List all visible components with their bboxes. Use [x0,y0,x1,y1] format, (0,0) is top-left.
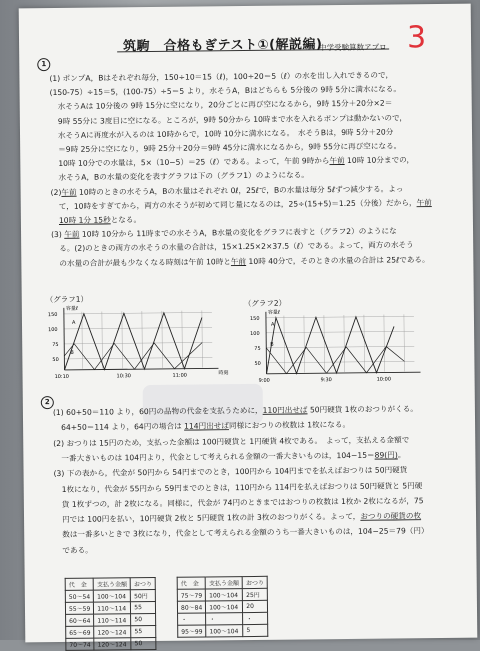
underlined-answer: 114円出せば [184,421,230,431]
table-header-row [65,577,155,590]
table-cell: 70〜74 [66,638,94,650]
table-cell: 55〜59 [65,602,93,614]
underlined-answer: 午前 [416,197,432,208]
text-line: 9時 55分に 3度目に空になる。ところが，9時 50分から 10時まで水を入れるポンプは動かないので， [57,112,408,126]
table-row [178,612,268,625]
table-header-cell: 支払う金額 [205,577,242,589]
table-row [65,589,155,602]
table-cell: 100〜104 [206,589,243,601]
table-cell: ・ [178,613,206,625]
underlined-answer: おつりの硬貨の枚 [360,511,422,521]
table-row [177,600,267,613]
graph-1-xtick: 10:30 [116,373,132,380]
graph-2-ytick: 150 [249,315,260,322]
graph-2-y-title: 容量ℓ [267,309,281,316]
table-header-cell: おつり [242,576,267,588]
text-line: (2) おつりは 15円のため，支払った金額は 100円硬貨と 1円硬貨 4枚である。 よって，支払える金額で [53,434,410,448]
table-cell: 5 [243,624,268,636]
text-line: 貨 1枚ずつの，計 2枚になる。同様に，代金が 74円のときまではおつりの枚数は 1枚か 2枚になるが，75 [61,495,424,509]
table-header-row [177,576,267,589]
graph-1-series-a [64,312,203,369]
table-row [66,637,156,650]
graph-1-xtick: 11:00 [172,372,188,379]
table-header-cell: 代 金 [177,577,205,589]
graph-1-series-b [64,342,202,369]
question-2-mark: 2 [41,396,54,409]
underlined-answer: 午前 [61,187,77,197]
graph-2-ytick: 50 [254,360,261,367]
graph-2-xtick: 10:00 [376,376,392,383]
table-row [65,601,155,614]
faint-show-through [143,384,263,425]
text-line: である。 [62,545,93,555]
table-header-cell: 支払う金額 [93,578,130,590]
text-line: (2)午前 10時のときの水そうA，Bの水量はそれぞれ 0ℓ，25ℓで，Bの水量は毎分 5ℓずつ減少する。よっ [50,183,404,197]
text-line: (1) ポンプA，Bはそれぞれ毎分，150÷10＝15（ℓ)，100÷20＝5（ℓ）の水を出し入れできるので， [49,70,394,84]
table-cell: 110〜114 [94,614,131,626]
table-cell: 50 [131,637,156,649]
price-table-2 [177,576,269,638]
table-cell: 110〜114 [94,602,131,614]
page-number: 3 [406,20,427,56]
table-cell: 100〜104 [206,625,243,637]
table-cell: 55 [131,625,156,637]
text-line: (1) 60+50＝110 より，60円の品物の代金を支払うために，110円出せば 50円硬貨 1枚のおつりがくる。 [52,404,418,418]
text-line: (3) 下の表から，代金が 50円から 54円までのとき，100円から 104円までを払えばおつりは 50円硬貨 [53,465,408,479]
table-cell: ・ [243,612,268,624]
table-cell: 75〜79 [177,589,205,601]
graph-2-xtick: 9:30 [320,377,332,384]
page-title: 筑駒 合格もぎテスト①(解説編) [123,37,323,55]
text-line: の水量の合計が最も少なくなる時刻は午前 10時と午前 10時 40分で，そのときの水量の合計は 25ℓである。 [59,254,430,268]
table-header-cell: 代 金 [65,578,93,590]
table-header-cell: おつり [130,577,155,589]
text-line: 10時 10分での水量は，5×（10−5）＝25（ℓ）である。よって，午前 9時から午前 10時 10分までの， [58,155,415,169]
text-line: (3) 午前 10時 10分から 11時までの水そうA，B水量の変化をグラフに表すと（グラフ2）のようにな [51,226,397,240]
graph-2-xtick: 9:00 [258,377,270,384]
text-line: 数は一番多いときで 3枚になり，代金として考えられる金額のうち一番大きいものは，104−25＝79（円） [62,526,429,540]
table-cell: 50〜54 [65,590,93,602]
graph-1-x-axis [64,368,218,370]
text-line: 水そうA，Bの水量の変化を表すグラフは下の（グラフ1）のようになる。 [58,170,309,183]
text-line: 水そうAは 10分後の 9時 15分に空になり，20分ごとに再び空になるから，9時 15分＋20分×2＝ [57,98,393,112]
graph-1-y-title: 容量ℓ [65,305,78,312]
publisher-tag: 中学受験算数アプロ [319,42,387,53]
underlined-answer: 午前 [230,256,247,266]
text-line: (150-75）÷15＝5，(100-75）÷5＝5 より，水そうA，Bはどちらも 5分後の 9時 5分に満水になる。 [49,84,401,98]
table-cell: 95〜99 [178,625,206,637]
table-cell: 120〜124 [94,626,131,638]
table-cell: 50 [131,613,156,625]
table-cell: 55 [131,601,156,613]
graph-2-series-a-label: A [270,321,275,328]
text-line: 64+50＝114 より，64円の場合は 114円出せば同様におつりの枚数は 1枚になる。 [61,420,351,433]
text-line: 1枚になり，代金が 55円から 59円までのときは，110円から 114円を払えばおつりは 50円硬貨と 5円硬 [61,480,423,494]
table-cell: ・ [206,613,243,625]
text-line: 円では 100円を払い，10円硬貨 2枚と 5円硬貨 1枚の計 3枚のおつりがくる。よって，おつりの硬貨の枚 [62,511,422,525]
graph-1-xtick: 10:10 [54,373,70,381]
table-row [178,624,268,637]
graph-1-series-a-label: A [71,319,76,326]
text-line: 10時 1分 15秒となる。 [58,215,142,225]
graph-1-svg [42,302,233,382]
question-1-mark: 1 [37,58,50,71]
answer-sheet [19,4,478,649]
table-cell: 60〜64 [66,614,94,626]
graph-2-series-b-label: B [270,341,274,348]
table-cell: 50円 [131,589,156,601]
text-line: ＝9時 25分に空になり，9時 25分＋20分＝9時 45分に満水になるから，9時 55分に再び空になる。 [58,141,402,154]
text-line: て，10時をすぎてから，両方の水そうが初めて同じ量になるのは，25÷(15+5)＝1.25（分後）だから，午前 [58,197,432,211]
table-cell: 80〜84 [177,601,205,613]
graph-2-y-axis [266,312,267,374]
graph-2-series-a [266,316,395,373]
underlined-answer: 午前 [64,229,80,240]
table-row [66,625,156,638]
underlined-answer: 110円出せば [262,405,308,415]
underlined-answer: 午前 [329,156,345,166]
table-cell: 100〜104 [94,590,131,602]
graph-1-y-axis [64,308,65,370]
graph-1-ytick: 50 [52,356,59,364]
table-row [177,588,267,601]
graph-1-label: （グラフ1） [45,294,89,305]
graph-2-ytick: 100 [250,330,260,337]
graph-1-ytick: 100 [48,326,58,334]
graph-1 [42,302,233,382]
table-cell: 100〜104 [206,601,243,613]
text-line: る。(2)のときの両方の水そうの水量の合計は，15×1.25×2×37.5（ℓ）である。よって，両方の水そう [59,240,414,254]
graph-2-ytick: 75 [254,345,261,352]
graph-1-ytick: 150 [47,311,58,319]
text-line: 水そうAに再度水が入るのは 10時からで，10時 10分に満水になる。 水そうBは，9時 5分＋20分 [57,127,394,140]
table-cell: 65〜69 [66,626,94,638]
graph-2-x-axis [267,372,421,374]
underlined-answer: 10時 1分 15秒 [58,215,111,225]
table-cell: 20 [243,600,268,612]
underlined-answer: 89(円) [374,450,398,460]
table-cell: 25円 [243,588,268,600]
graph-2-svg [244,306,435,386]
graph-2 [244,306,435,386]
graph-1-ytick: 75 [52,341,59,349]
graph-1-series-b-label: B [70,349,74,356]
table-row [66,613,156,626]
table-cell: 120〜124 [94,638,131,650]
graph-1-x-unit: 時刻 [218,370,229,377]
text-line: 一番大きいものは 104円より，代金として考えられる金額の一番大きいものは，104−15＝89(円)。 [61,450,406,463]
graph-2-label: （グラフ2） [243,298,287,309]
